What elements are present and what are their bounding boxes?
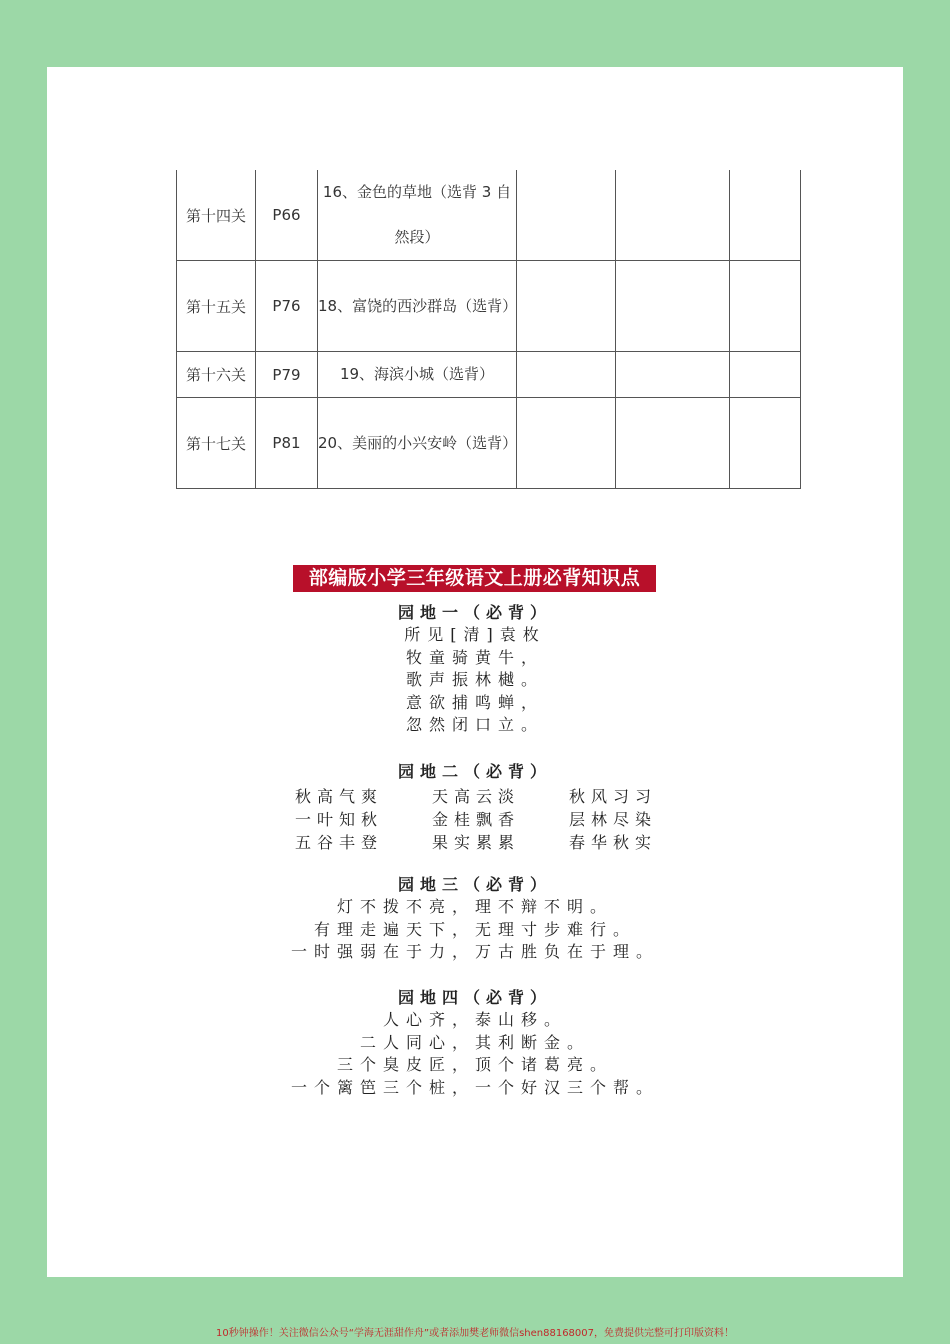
level-cell: 第十四关	[177, 170, 256, 261]
document-page	[47, 67, 903, 1277]
page-cell: P79	[256, 352, 318, 398]
garden-two-section	[47, 761, 903, 861]
footer-notice: 10秒钟操作！关注微信公众号“学海无涯甜作舟”或者添加樊老师微信shen88168007，免费提供完整可打印版资料！	[215, 1328, 735, 1339]
empty-cell	[517, 170, 616, 261]
table-row	[177, 352, 801, 398]
idiom: 五谷丰登	[295, 833, 384, 852]
garden-three-heading: 园地三（必背）	[397, 875, 552, 894]
poem-line: 意欲捕鸣蝉，	[405, 692, 544, 712]
page-cell: P76	[256, 261, 318, 352]
poem-line: 忽然闭口立。	[405, 715, 544, 734]
lesson-cell: 20、美丽的小兴安岭（选背）	[318, 398, 517, 489]
saying-line: 灯不拨不亮，理不辩不明。	[336, 897, 613, 916]
garden-four-section	[47, 987, 903, 1099]
lesson-cell: 16、金色的草地（选背 3 自然段）	[318, 170, 517, 261]
saying-line: 有理走遍天下，无理寸步难行。	[313, 919, 636, 939]
table-row	[177, 170, 801, 261]
page-cell: P81	[256, 398, 318, 489]
empty-cell	[730, 352, 801, 398]
level-cell: 第十五关	[177, 261, 256, 352]
idiom: 天高云淡	[432, 787, 521, 806]
garden-one-section	[47, 602, 903, 737]
garden-four-heading: 园地四（必背）	[397, 988, 552, 1007]
idiom: 一叶知秋	[295, 810, 384, 829]
lesson-cell: 19、海滨小城（选背）	[318, 352, 517, 398]
poem-line: 歌声振林樾。	[405, 670, 544, 689]
garden-two-heading: 园地二（必背）	[397, 762, 552, 781]
page-cell: P66	[256, 170, 318, 261]
idiom: 秋高气爽	[295, 787, 384, 806]
idiom: 层林尽染	[569, 810, 658, 829]
saying-line: 一个篱笆三个桩，一个好汉三个帮。	[290, 1077, 659, 1097]
empty-cell	[730, 261, 801, 352]
idiom: 果实累累	[432, 833, 521, 852]
empty-cell	[517, 398, 616, 489]
garden-three-section	[47, 874, 903, 964]
section-banner: 部编版小学三年级语文上册必背知识点	[293, 565, 656, 592]
table-row	[177, 261, 801, 352]
level-cell: 第十七关	[177, 398, 256, 489]
empty-cell	[730, 398, 801, 489]
idiom-grid	[295, 786, 669, 855]
poem-line: 牧童骑黄牛，	[405, 647, 544, 667]
saying-line: 一时强弱在于力，万古胜负在于理。	[290, 942, 659, 961]
poem-line: 所见[清]袁枚	[404, 625, 546, 644]
empty-cell	[616, 398, 730, 489]
idiom: 春华秋实	[569, 833, 658, 852]
empty-cell	[616, 170, 730, 261]
empty-cell	[517, 352, 616, 398]
empty-cell	[616, 352, 730, 398]
empty-cell	[616, 261, 730, 352]
idiom: 金桂飘香	[432, 810, 521, 829]
saying-line: 人心齐，泰山移。	[382, 1010, 567, 1029]
saying-line: 二人同心，其利断金。	[359, 1032, 590, 1052]
table-row	[177, 398, 801, 489]
lesson-cell: 18、富饶的西沙群岛（选背）	[318, 261, 517, 352]
garden-one-heading: 园地一（必背）	[397, 603, 552, 622]
recitation-table	[176, 170, 801, 489]
idiom: 秋风习习	[569, 787, 658, 806]
level-cell: 第十六关	[177, 352, 256, 398]
empty-cell	[730, 170, 801, 261]
saying-line: 三个臭皮匠，顶个诸葛亮。	[336, 1055, 613, 1074]
empty-cell	[517, 261, 616, 352]
